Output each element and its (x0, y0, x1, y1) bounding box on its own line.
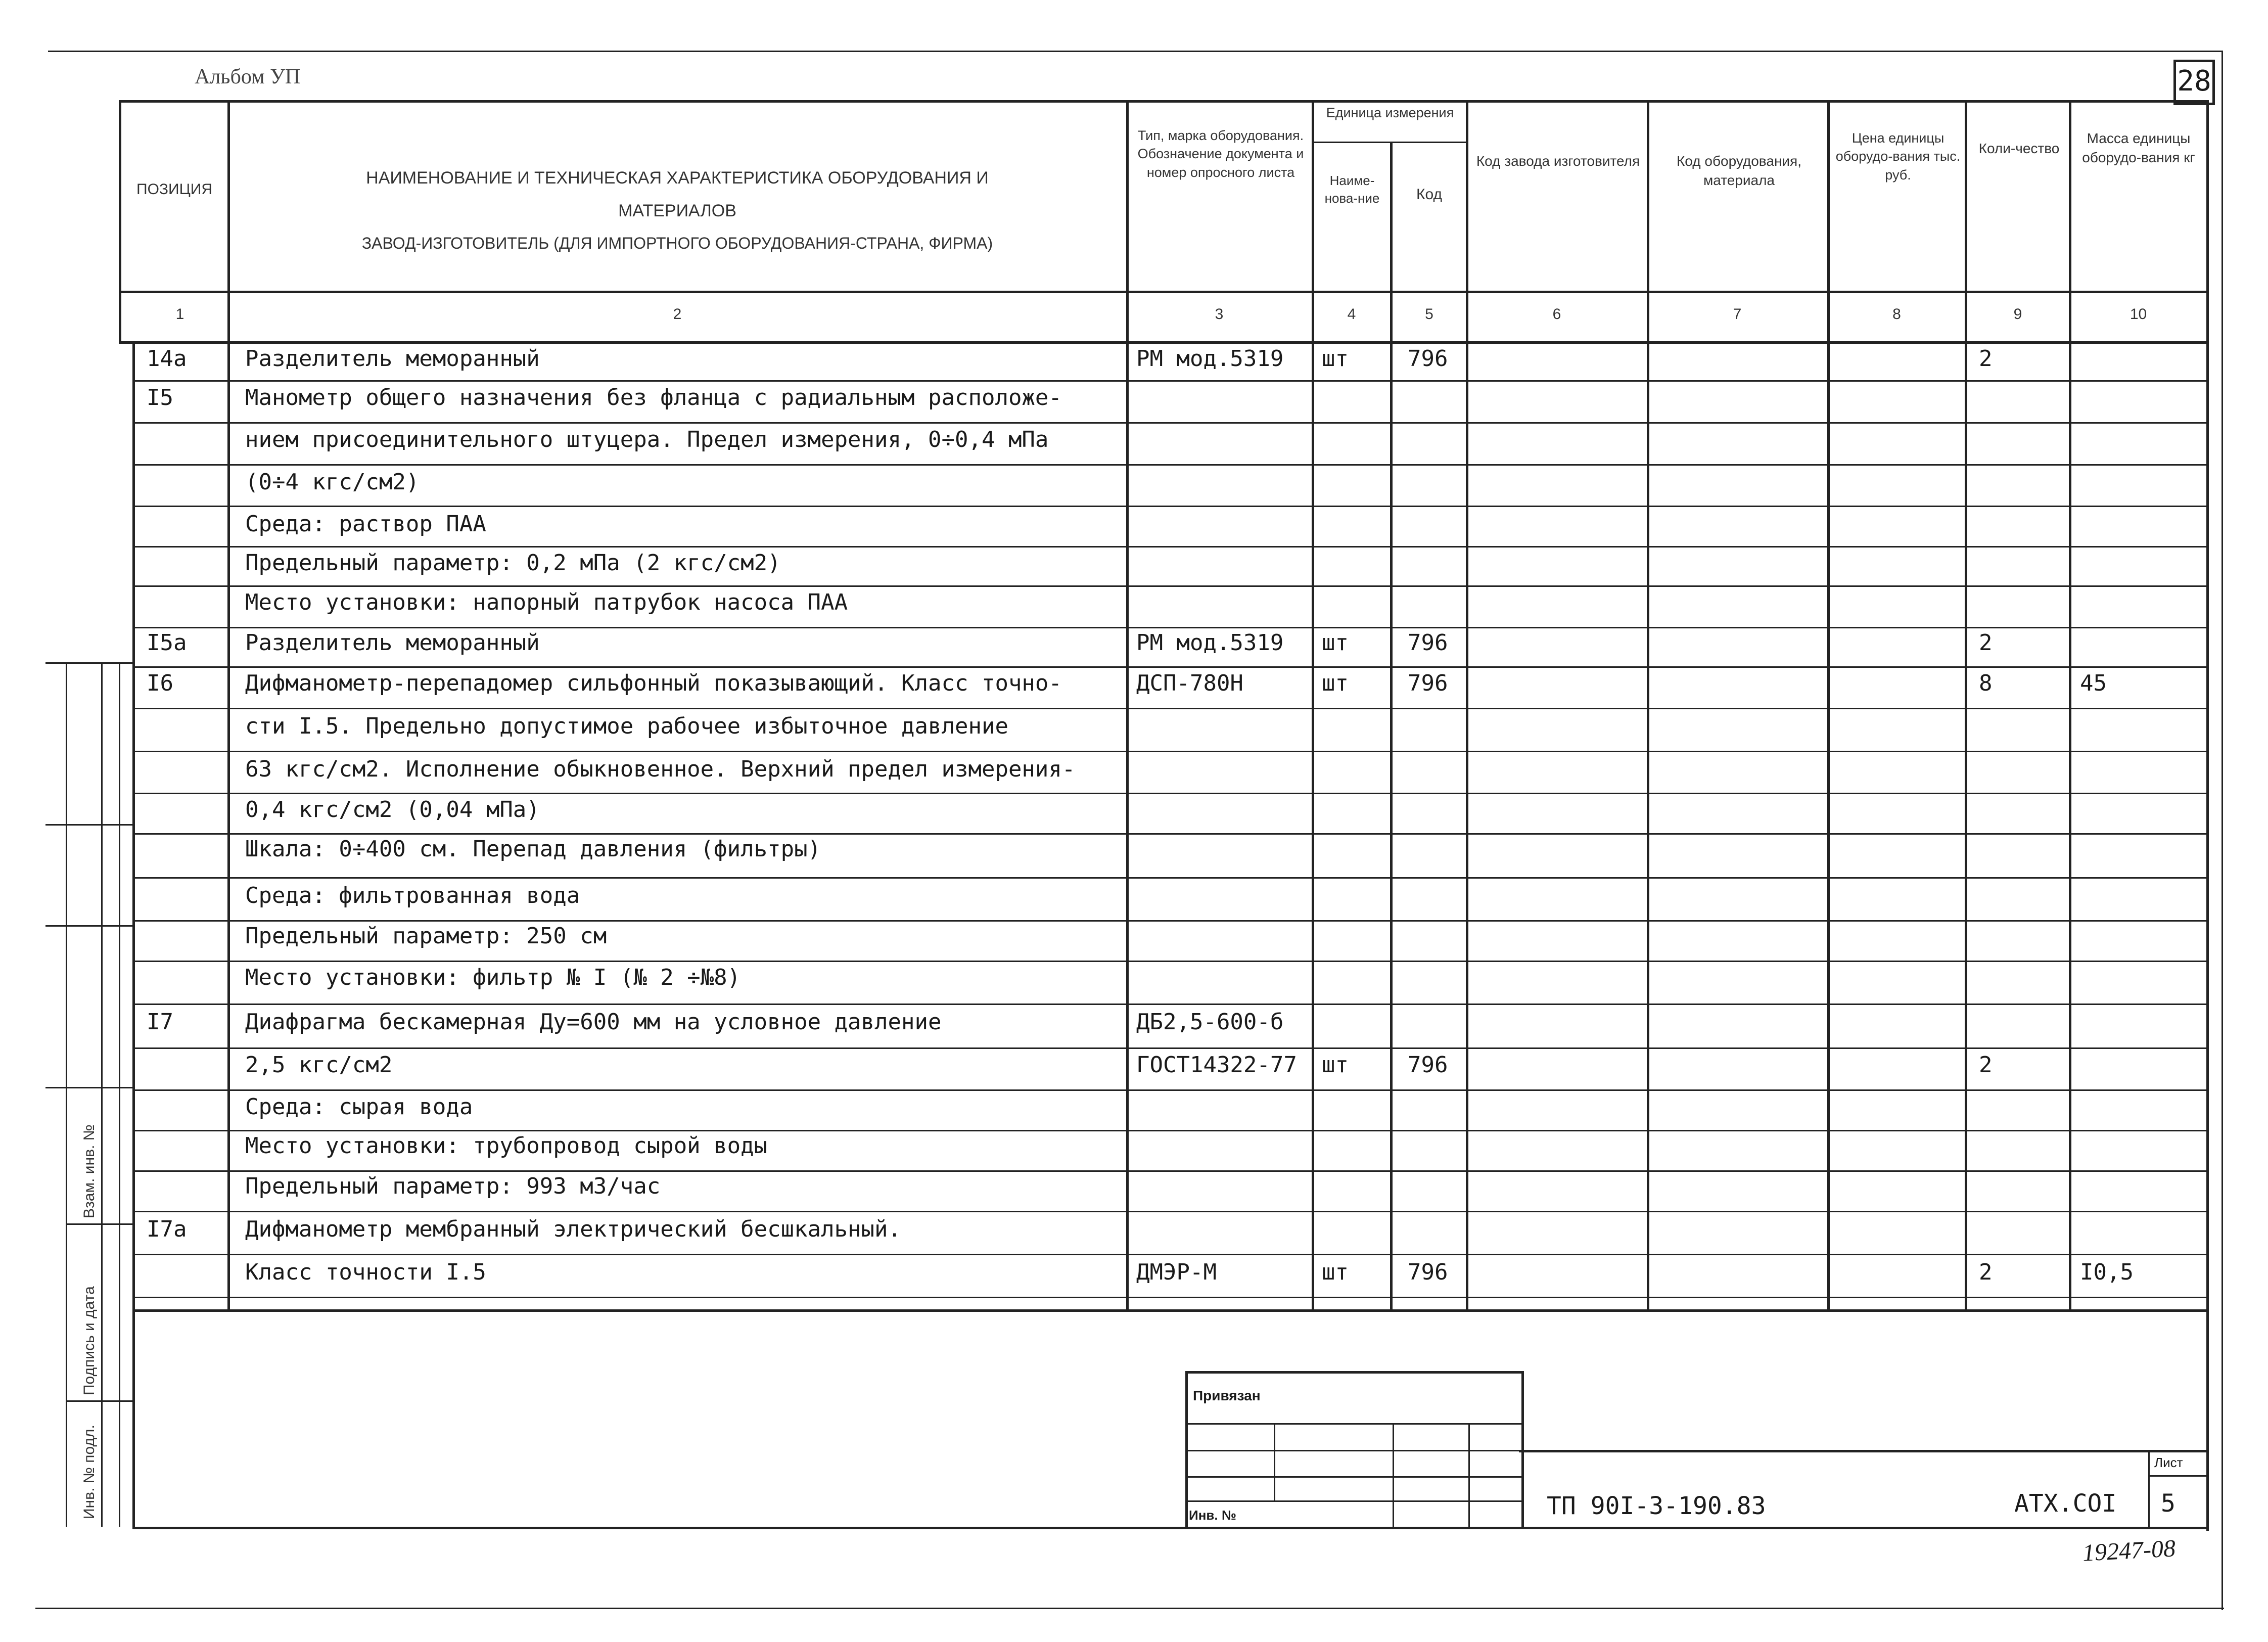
name-cell: Манометр общего назначения без фланца с радиальным расположе- (245, 385, 1062, 410)
designation: ТП 90I-3-190.83 (1547, 1492, 1766, 1520)
header-name-line2: МАТЕРИАЛОВ (618, 201, 736, 220)
name-cell: Разделитель мемоpанный (245, 630, 540, 656)
side-stamp-rule-4 (45, 1087, 134, 1088)
row-rule (132, 1211, 2209, 1212)
position-cell: I6 (147, 670, 173, 696)
album-label: Альбом УП (195, 65, 301, 88)
unit-code-cell: 796 (1408, 630, 1448, 656)
unit-cell: шт (1322, 630, 1349, 656)
col-number-7: 7 (1733, 306, 1742, 323)
header-name-line3: ЗАВОД-ИЗГОТОВИТЕЛЬ (ДЛЯ ИМПОРТНОГО ОБОРУДОВАНИЯ-СТРАНА, ФИРМА) (361, 234, 993, 252)
col-number-8: 8 (1892, 306, 1901, 323)
position-cell: I7 (147, 1009, 173, 1035)
row-rule (132, 1254, 2209, 1255)
side-stamp-rule-1 (45, 662, 134, 664)
type-cell: ДМЭР-М (1136, 1259, 1217, 1285)
name-cell: Среда: сырая вода (245, 1094, 473, 1120)
header-price: Цена единицы оборудо-вания тыс. руб. (1835, 130, 1961, 183)
row-rule (132, 627, 2209, 628)
stamp-rule-3 (1185, 1476, 1521, 1478)
stamp-col-2 (1393, 1423, 1394, 1527)
header-factory-code: Код завода изготовителя (1476, 153, 1640, 169)
row-rule (132, 1297, 2209, 1298)
stamp-rule-1 (1185, 1423, 1521, 1425)
row-rule (132, 961, 2209, 962)
row-rule (132, 546, 2209, 548)
header-quantity: Коли-чество (1978, 141, 2060, 156)
page-edge-bottom (35, 1608, 2224, 1609)
position-cell: 14а (147, 346, 187, 372)
page-bottom-border (132, 1527, 2209, 1529)
col-number-9: 9 (2013, 306, 2022, 323)
row-rule (132, 877, 2209, 879)
quantity-cell: 2 (1979, 1052, 1993, 1078)
top-rule (48, 51, 2221, 52)
position-cell: I5 (147, 385, 173, 410)
name-cell: Среда: раствор ПАА (245, 511, 486, 537)
name-cell: нием присоединительного штуцера. Предел измерения, 0÷0,4 мПа (245, 427, 1049, 452)
col-line-3 (1312, 100, 1314, 1311)
type-cell: ДБ2,5-600-б (1136, 1009, 1284, 1035)
type-cell: ДСП-780Н (1136, 670, 1243, 696)
side-stamp-line-1 (66, 662, 67, 1527)
name-cell: Диафрагма бескамерная Ду=600 мм на условное давление (245, 1009, 942, 1035)
header-equipment-code: Код оборудования, материала (1677, 153, 1801, 188)
name-cell: Среда: фильтрованная вода (245, 883, 580, 908)
row-rule (132, 1004, 2209, 1005)
header-position: ПОЗИЦИЯ (136, 181, 212, 198)
name-cell: 2,5 кгс/см2 (245, 1052, 393, 1078)
name-cell: Предельный параметр: 250 см (245, 923, 607, 949)
side-stamp-rule-5 (66, 1223, 134, 1225)
document-code: АТХ.СОI (2014, 1489, 2117, 1518)
title-block-top (1519, 1450, 2209, 1452)
col-number-1: 1 (175, 306, 184, 323)
attached-label: Привязан (1193, 1388, 1261, 1403)
name-cell: Дифманометр мембранный электрический бесшкальный. (245, 1216, 902, 1242)
table-bottom-border (132, 1309, 2209, 1312)
unit-cell: шт (1322, 1259, 1349, 1285)
type-cell: ГОСТ14322-77 (1136, 1052, 1297, 1078)
name-cell: (0÷4 кгс/см2) (245, 469, 420, 495)
stamp-rule-4 (1185, 1500, 1521, 1502)
name-cell: Шкала: 0÷400 см. Перепад давления (фильтры) (245, 836, 821, 862)
col-number-2: 2 (673, 306, 682, 323)
col-line-2 (1126, 100, 1129, 1311)
row-rule (132, 920, 2209, 922)
name-cell: Дифманометр-перепадомер сильфонный показывающий. Класс точно- (245, 670, 1062, 696)
stamp-col-1 (1274, 1423, 1275, 1501)
stamp-rule-2 (1185, 1450, 1521, 1451)
unit-cell: шт (1322, 1052, 1349, 1078)
unit-code-cell: 796 (1408, 346, 1448, 372)
col-line-7 (1827, 100, 1830, 1311)
unit-cell: шт (1322, 670, 1349, 696)
name-cell: Место установки: напорный патрубок насоса ПАА (245, 589, 848, 615)
side-stamp-line-2 (101, 662, 103, 1527)
name-cell: Место установки: трубопровод сырой воды (245, 1133, 768, 1159)
side-stamp-rule-6 (66, 1400, 134, 1402)
unit-code-cell: 796 (1408, 1259, 1448, 1285)
row-rule (132, 751, 2209, 752)
row-rule (132, 833, 2209, 835)
row-rule (132, 1170, 2209, 1172)
mass-cell: I0,5 (2080, 1259, 2134, 1285)
row-rule (132, 422, 2209, 424)
side-stamp-line-3 (119, 662, 120, 1527)
col-number-4: 4 (1347, 306, 1356, 323)
name-cell: Разделитель мемоpанный (245, 346, 540, 372)
row-rule (132, 1130, 2209, 1131)
col-line-left-body (132, 341, 135, 1528)
side-stamp-rule-2 (45, 824, 134, 826)
header-unit-code: Код (1416, 186, 1442, 203)
header-unit-name: Наиме-нова-ние (1324, 173, 1380, 206)
title-block-sheet-divider (2148, 1450, 2150, 1528)
numbers-bottom-border (119, 341, 2209, 344)
side-label-replace-inv: Взам. инв. № (81, 1124, 98, 1218)
name-cell: Место установки: фильтр № I (№ 2 ÷№8) (245, 965, 741, 990)
col-line-6 (1647, 100, 1649, 1311)
unit-cell: шт (1322, 346, 1349, 372)
title-block-sheet-rule (2148, 1475, 2209, 1477)
quantity-cell: 2 (1979, 346, 1993, 372)
name-cell: 63 кгс/см2. Исполнение обыкновенное. Верхний предел измерения- (245, 756, 1076, 782)
header-bottom-border (119, 291, 2209, 293)
header-name-line1: НАИМЕНОВАНИЕ И ТЕХНИЧЕСКАЯ ХАРАКТЕРИСТИКА ОБОРУДОВАНИЯ И (366, 168, 989, 188)
row-rule (132, 1089, 2209, 1091)
inv-label: Инв. № (1189, 1508, 1236, 1523)
row-rule (132, 1047, 2209, 1049)
row-rule (132, 464, 2209, 466)
mass-cell: 45 (2080, 670, 2107, 696)
name-cell: 0,4 кгс/см2 (0,04 мПа) (245, 797, 540, 823)
row-rule (132, 380, 2209, 382)
position-cell: I7а (147, 1216, 187, 1242)
quantity-cell: 8 (1979, 670, 1993, 696)
type-cell: РМ мод.5319 (1136, 630, 1284, 656)
col-number-6: 6 (1552, 306, 1561, 323)
col-line-9 (2069, 100, 2071, 1311)
archive-number: 19247-08 (2081, 1535, 2177, 1567)
col-number-5: 5 (1425, 306, 1433, 323)
header-type: Тип, марка оборудования. Обозначение документа и номер опросного листа (1137, 128, 1304, 180)
name-cell: Класс точности I.5 (245, 1259, 486, 1285)
col-line-right (2206, 100, 2209, 1531)
row-rule (132, 585, 2209, 587)
unit-group-rule (1312, 142, 1468, 143)
header-unit-group-title: Единица измерения (1326, 105, 1454, 120)
col-line-1 (227, 100, 230, 1311)
col-number-10: 10 (2130, 306, 2147, 323)
side-stamp-rule-3 (45, 925, 134, 927)
col-line-5 (1466, 100, 1468, 1311)
quantity-cell: 2 (1979, 1259, 1993, 1285)
page-edge-right (2221, 51, 2223, 1610)
col-number-3: 3 (1215, 306, 1224, 323)
header-mass: Масса единицы оборудо-вания кг (2082, 130, 2195, 165)
side-label-sign-date: Подпись и дата (81, 1286, 98, 1395)
side-label-inv-orig: Инв. № подл. (81, 1425, 98, 1519)
quantity-cell: 2 (1979, 630, 1993, 656)
row-rule (132, 793, 2209, 794)
sheet-number: 5 (2161, 1489, 2176, 1518)
sheet-label: Лист (2154, 1455, 2183, 1470)
type-cell: РМ мод.5319 (1136, 346, 1284, 372)
row-rule (132, 666, 2209, 668)
col-line-left (119, 100, 121, 343)
name-cell: Предельный параметр: 993 м3/час (245, 1173, 661, 1199)
unit-code-cell: 796 (1408, 670, 1448, 696)
page-number: 28 (2177, 65, 2211, 98)
name-cell: сти I.5. Предельно допустимое рабочее избыточное давление (245, 713, 1008, 739)
stamp-col-3 (1468, 1423, 1470, 1527)
col-line-8 (1965, 100, 1967, 1311)
position-cell: I5а (147, 630, 187, 656)
table-top-border (119, 100, 2209, 103)
unit-code-cell: 796 (1408, 1052, 1448, 1078)
row-rule (132, 506, 2209, 507)
name-cell: Предельный параметр: 0,2 мПа (2 кгс/см2) (245, 550, 781, 576)
row-rule (132, 708, 2209, 709)
